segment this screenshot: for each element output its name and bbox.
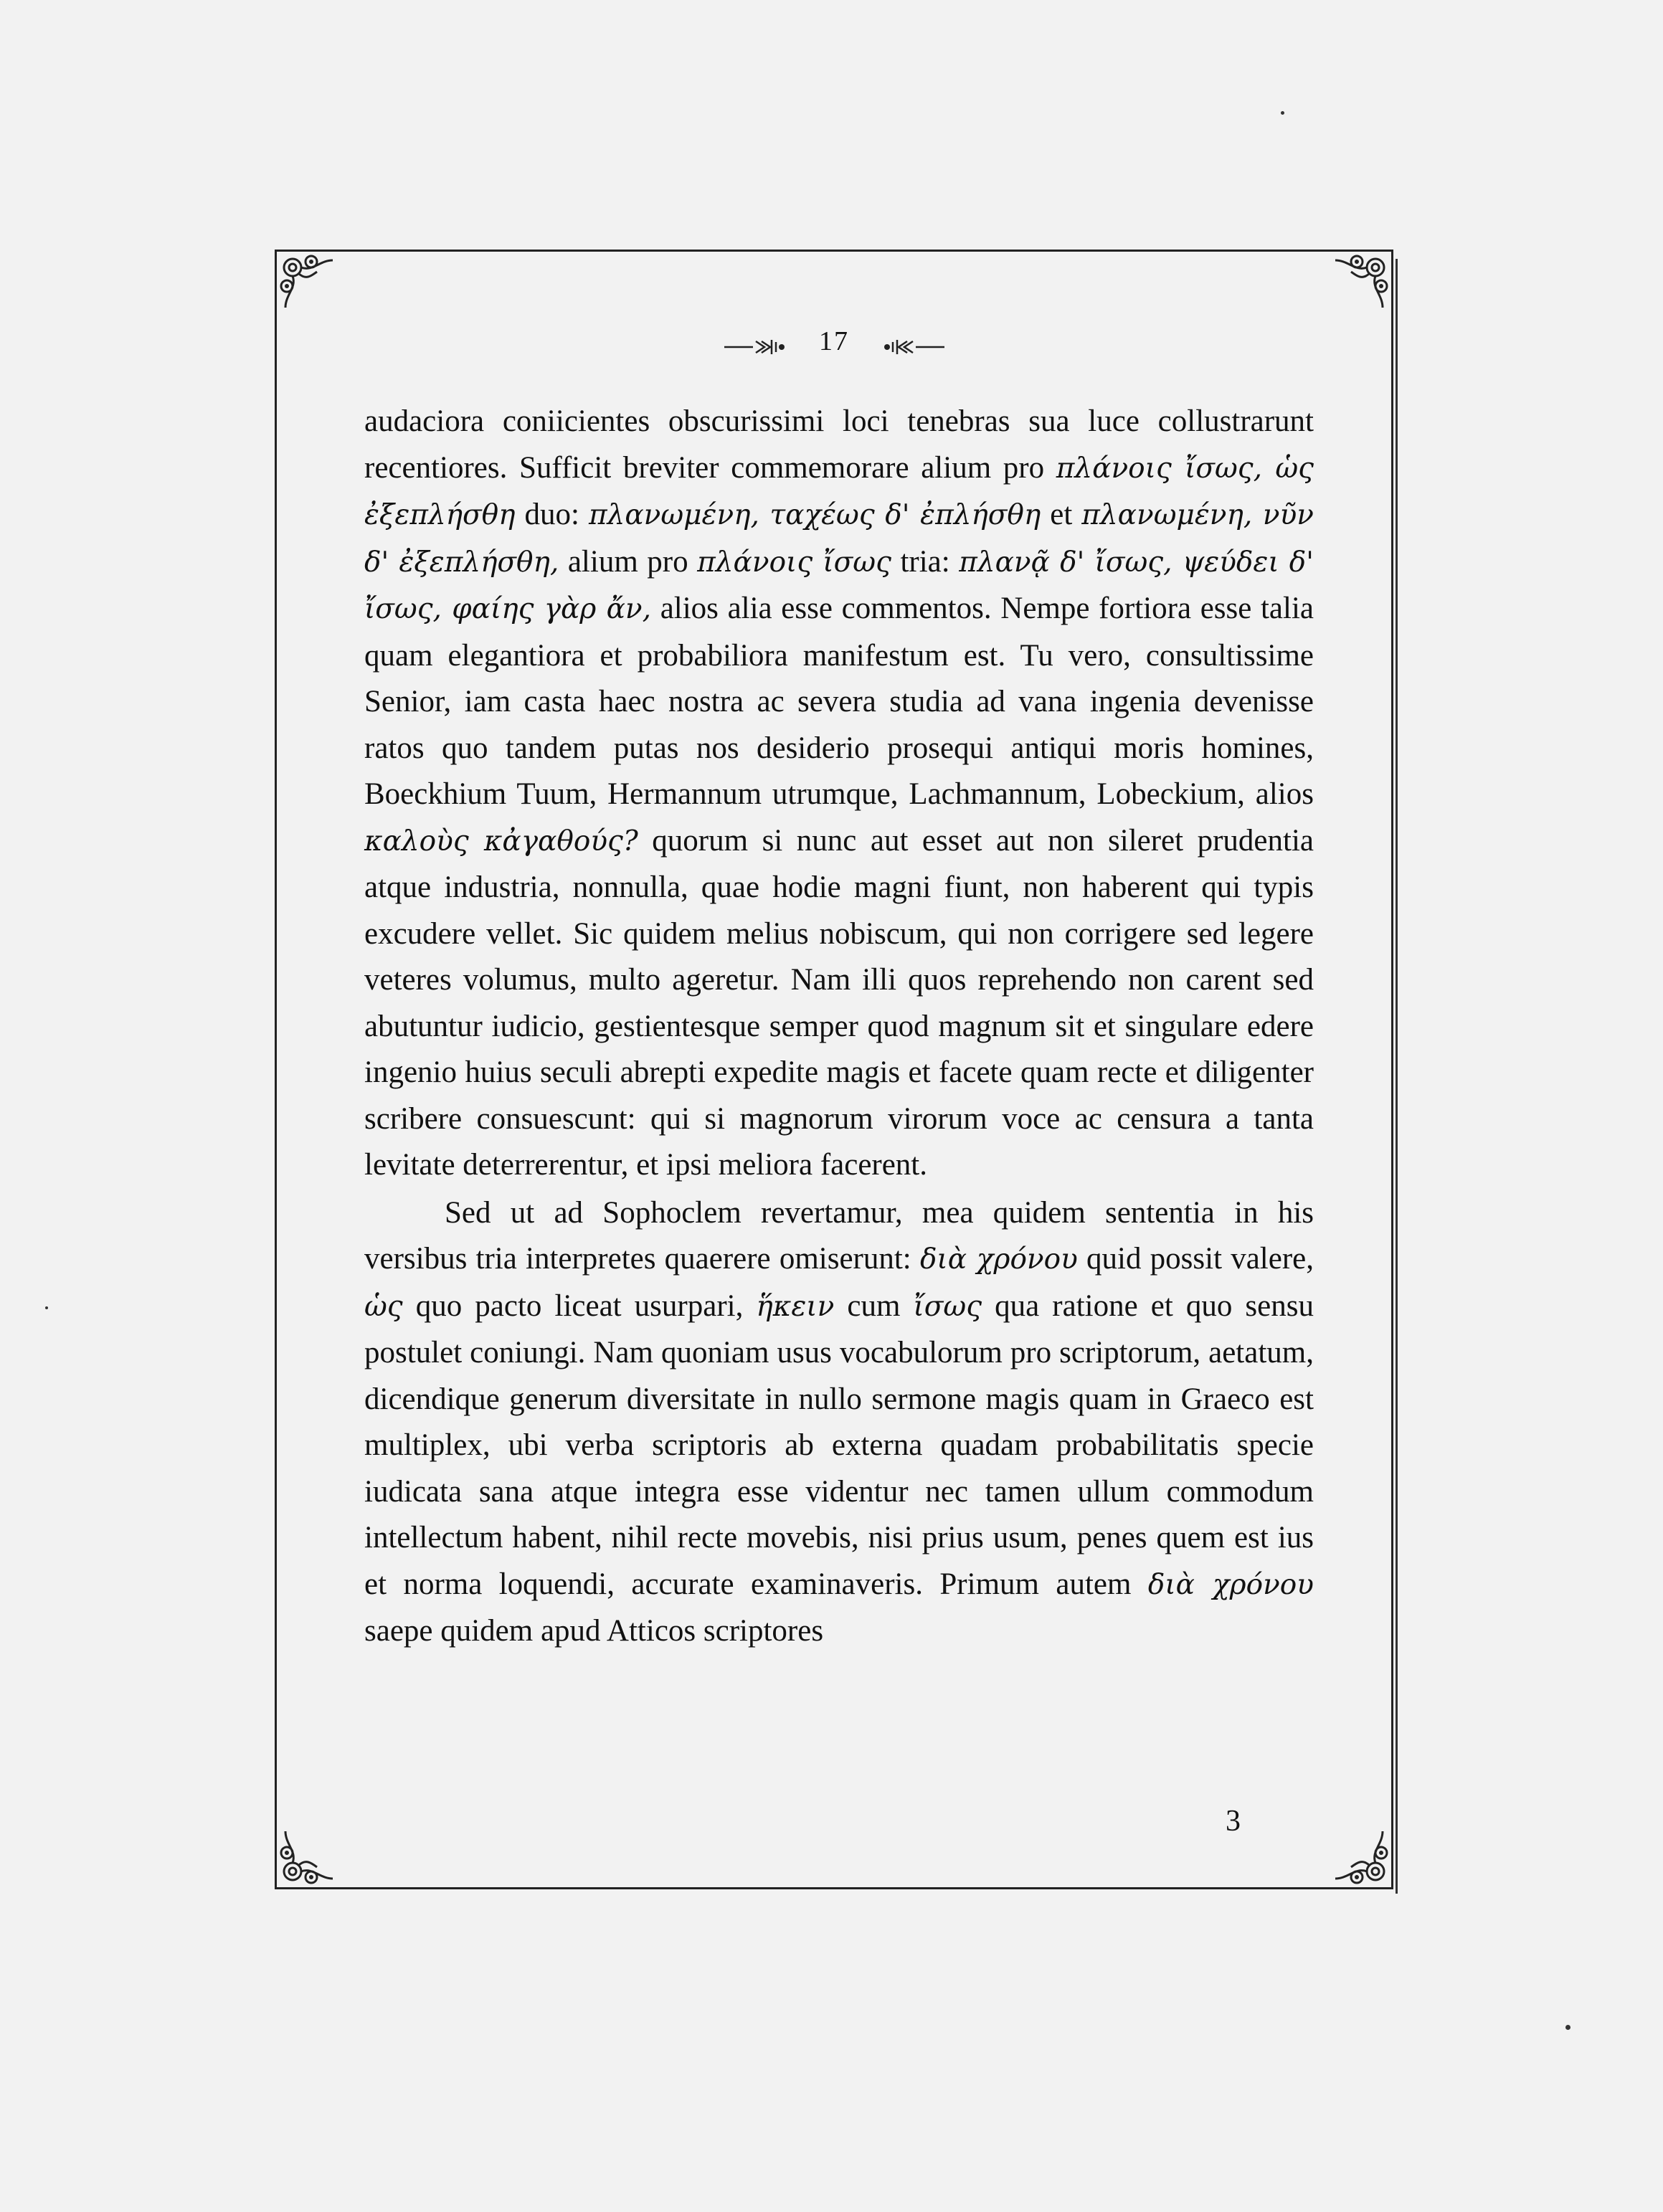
paragraph	[364, 1190, 1314, 1655]
header-flourish-right-icon	[876, 332, 944, 351]
page-header	[277, 323, 1391, 357]
latin-text: cum	[834, 1288, 914, 1323]
latin-text: quo pacto liceat usurpari,	[402, 1288, 757, 1323]
header-flourish-left-icon	[724, 332, 792, 351]
greek-text: ὡς	[364, 1290, 403, 1323]
latin-text: Sed ut ad Sophoclem revertamur, mea quidem sententia in his versibus tria interpretes quaerere omiserunt:	[364, 1195, 1314, 1276]
paragraph	[364, 399, 1314, 1189]
page-border-frame	[275, 250, 1393, 1889]
greek-text: διὰ χρόνου	[1147, 1568, 1314, 1601]
latin-text: alios alia esse commentos. Nempe fortiora esse talia quam elegantiora et probabiliora manifestum est. Tu vero, consultissime Senior, iam casta haec nostra ac severa studia ad vana ingenia devenisse ratos quo tandem putas nos desiderio prosequi antiqui moris homines, Boeckhium Tuum, Hermannum utrumque, Lachmannum, Lobeckium, alios	[364, 592, 1314, 811]
page-number: 17	[819, 326, 849, 357]
latin-text: audaciora coniicientes obscurissimi loci tenebras sua luce collustrarunt recentiores. Sufficit breviter commemorare alium pro	[364, 404, 1314, 485]
body-text	[364, 399, 1314, 1655]
latin-text: saepe quidem apud Atticos scriptores	[364, 1614, 824, 1648]
corner-ornament-icon	[277, 252, 356, 331]
greek-text: ἥκειν	[756, 1290, 835, 1323]
paper-speck	[1281, 111, 1284, 115]
latin-text: alium pro	[559, 544, 698, 579]
latin-text: et	[1041, 498, 1082, 531]
greek-text: ἴσως	[913, 1290, 982, 1323]
latin-text: qua ratione et quo sensu postulet coniungi. Nam quoniam usus vocabulorum pro scriptorum, aetatum, dicendique generum diversitate in nullo sermone magis quam in Graeco est multiplex, ubi verba scriptoris ab externa quadam probabilitatis specie iudicata sana atque integra esse videntur nec tamen ullum commodum intellectum habent, nihil recte movebis, nisi prius usum, penes quem est ius et norma loquendi, accurate examinaveris. Primum autem	[364, 1288, 1314, 1601]
greek-text: πλάνοις ἴσως	[697, 546, 891, 579]
greek-text: πλανωμένη, ταχέως δ' ἐπλήσθη	[588, 499, 1041, 531]
latin-text: quorum si nunc aut esset aut non sileret prudentia atque industria, nonnulla, quae hodie magni fiunt, non haberent qui typis excudere vellet. Sic quidem melius nobiscum, qui non corrigere sed legere veteres volumus, multo ageretur. Nam illi quos reprehendo non carent sed abutuntur iudicio, gestientesque semper quod magnum sit et singulare edere ingenio huius seculi abrepti expedite magis et facete quam recte et diligenter scribere consuescunt: qui si magnorum virorum voce ac censura a tanta levitate deterrerentur, et ipsi meliora facerent.	[364, 823, 1314, 1182]
paper-speck	[1565, 2025, 1570, 2030]
greek-text: διὰ χρόνου	[919, 1243, 1078, 1276]
latin-text: duo:	[515, 498, 589, 531]
latin-text: tria:	[891, 544, 960, 579]
corner-ornament-icon	[1312, 252, 1391, 331]
paper-speck	[45, 1306, 48, 1309]
corner-ornament-icon	[1312, 1808, 1391, 1887]
corner-ornament-icon	[277, 1808, 356, 1887]
greek-text: πλανᾷ δ' ἴσως, ψεύδει δ' ἴσως, φαίης γὰρ ἄν,	[364, 546, 1314, 625]
greek-text: πλάνοις ἴσως, ὡς ἐξεπλήσθη	[364, 452, 1314, 531]
greek-text: πλανωμένη, νῦν δ' ἐξεπλήσθη,	[364, 499, 1314, 579]
signature-mark: 3	[1226, 1805, 1241, 1838]
latin-text: quid possit valere,	[1077, 1242, 1314, 1276]
greek-text: καλοὺς κἀγαθούς?	[364, 825, 638, 858]
